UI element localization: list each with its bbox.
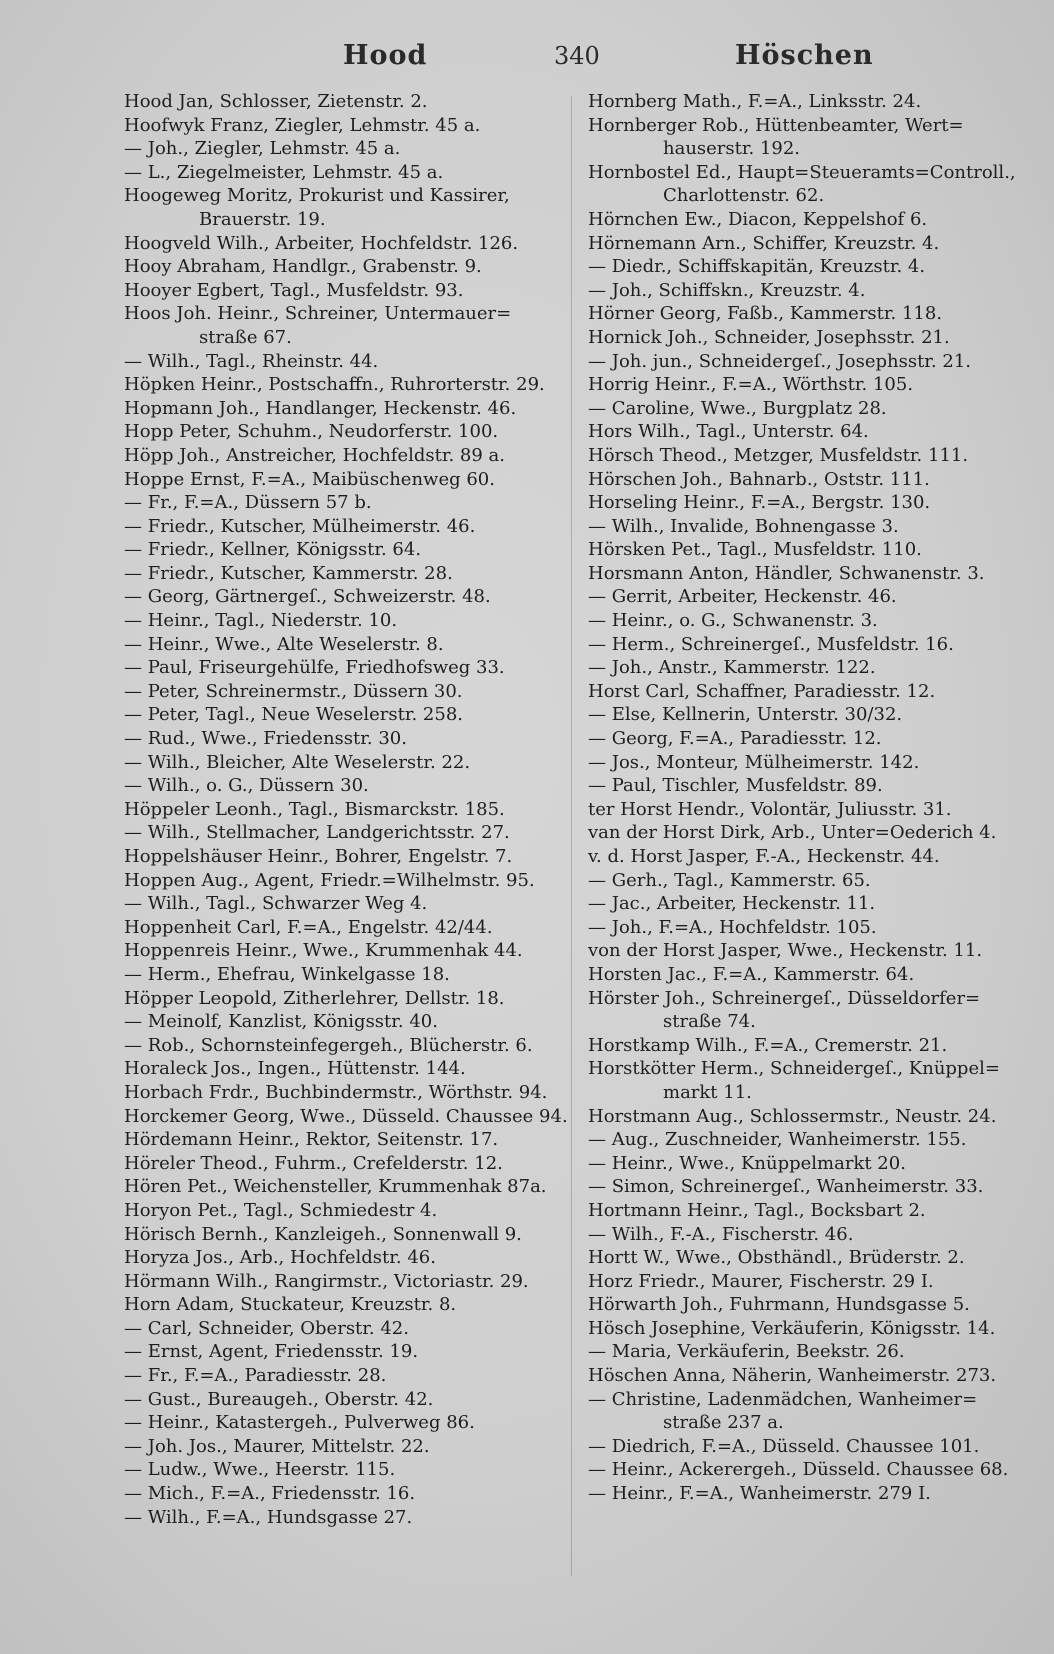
directory-entry [588,397,1043,421]
entry-text: Hoppen Aug., Agent, Friedr.=Wilhelmstr. 95. [124,869,535,891]
directory-entry [588,633,1043,657]
directory-entry [124,232,579,256]
directory-entry [124,939,579,963]
entry-text: Hoppenheit Carl, F.=A., Engelstr. 42/44. [124,916,493,938]
entry-text: — Paul, Friseurgehülfe, Friedhofsweg 33. [124,657,505,679]
directory-entry [124,1293,579,1317]
directory-entry [124,1506,579,1530]
directory-entry [124,1246,579,1270]
entry-text: Hörmann Wilh., Rangirmstr., Victoriastr. 29. [124,1270,529,1292]
directory-entry [124,1270,579,1294]
directory-entry [124,279,579,303]
entry-text: Hors Wilh., Tagl., Unterstr. 64. [588,421,869,443]
entry-text: — Joh., Ziegler, Lehmstr. 45 a. [124,138,401,160]
entry-text: — Maria, Verkäuferin, Beekstr. 26. [588,1341,905,1363]
entry-text: Hoppenreis Heinr., Wwe., Krummenhak 44. [124,940,523,962]
directory-entry [124,420,579,444]
directory-entry [124,1364,579,1388]
entry-text: — Jos., Monteur, Mülheimerstr. 142. [588,751,920,773]
entry-text: Hortmann Heinr., Tagl., Bocksbart 2. [588,1199,926,1221]
directory-entry [588,703,1043,727]
entry-text: — Wilh., F.-A., Fischerstr. 46. [588,1223,854,1245]
entry-text: — L., Ziegelmeister, Lehmstr. 45 a. [124,161,444,183]
directory-entry [124,184,579,231]
entry-text: Hornberger Rob., Hüttenbeamter, Wert= [588,114,964,136]
entry-text: — Heinr., Katastergeh., Pulverweg 86. [124,1412,475,1434]
directory-entry [588,680,1043,704]
directory-entry [124,1340,579,1364]
entry-text: Hornbostel Ed., Haupt=Steueramts=Controll., [588,161,1016,183]
entry-text: — Diedrich, F.=A., Düsseld. Chaussee 101. [588,1435,980,1457]
entry-text: Hörsch Theod., Metzger, Musfeldstr. 111. [588,444,969,466]
page-header [0,38,1054,78]
entry-text: — Fr., F.=A., Düssern 57 b. [124,492,372,514]
directory-entry [588,869,1043,893]
entry-text: Hösch Josephine, Verkäuferin, Königsstr. 14. [588,1317,996,1339]
directory-entry [588,1128,1043,1152]
entry-text: Horbach Frdr., Buchbindermstr., Wörthstr. 94. [124,1081,548,1103]
entry-text: — Carl, Schneider, Oberstr. 42. [124,1317,409,1339]
directory-entry [588,326,1043,350]
entry-text: Hoos Joh. Heinr., Schreiner, Untermauer= [124,303,512,325]
entry-text: v. d. Horst Jasper, F.-A., Heckenstr. 44. [588,846,940,867]
entry-text: Hörnchen Ew., Diacon, Keppelshof 6. [588,208,928,230]
entry-text: Höreler Theod., Fuhrm., Crefelderstr. 12. [124,1152,503,1174]
entry-text: — Georg, Gärtnergeſ., Schweizerstr. 48. [124,586,491,608]
page-number: 340 [554,42,600,70]
directory-entry [588,1223,1043,1247]
entry-continuation: straße 237 a. [663,1412,784,1434]
directory-entry [588,845,1043,869]
directory-entry [124,585,579,609]
entry-text: — Ludw., Wwe., Heerstr. 115. [124,1459,396,1481]
directory-entry [124,987,579,1011]
entry-text: Hoppelshäuser Heinr., Bohrer, Engelstr. 7. [124,846,513,867]
directory-entry [588,562,1043,586]
entry-text: — Wilh., Tagl., Rheinstr. 44. [124,350,379,372]
entry-continuation: hauserstr. 192. [663,138,801,160]
entry-text: — Joh. jun., Schneidergeſ., Josephsstr. 21. [588,350,971,372]
entry-text: von der Horst Jasper, Wwe., Heckenstr. 11. [588,940,983,962]
directory-entry [588,1458,1043,1482]
directory-entry [124,444,579,468]
entry-text: — Caroline, Wwe., Burgplatz 28. [588,397,887,419]
directory-entry [124,562,579,586]
directory-entry [124,821,579,845]
entry-text: Hornick Joh., Schneider, Josephsstr. 21. [588,326,950,348]
directory-entry [124,1458,579,1482]
entry-text: — Gerh., Tagl., Kammerstr. 65. [588,869,871,891]
directory-entry [124,1388,579,1412]
directory-entry [124,845,579,869]
directory-entry [124,538,579,562]
directory-entry [124,727,579,751]
directory-entry [588,1270,1043,1294]
entry-text: Höpper Leopold, Zitherlehrer, Dellstr. 18. [124,987,505,1009]
directory-entry [588,373,1043,397]
entry-text: — Heinr., o. G., Schwanenstr. 3. [588,610,878,632]
column-divider [571,96,572,1576]
entry-text: — Paul, Tischler, Musfeldstr. 89. [588,775,883,797]
directory-entry [124,302,579,349]
entry-text: — Else, Kellnerin, Unterstr. 30/32. [588,704,903,726]
entry-text: Höppeler Leonh., Tagl., Bismarckstr. 185. [124,798,505,820]
directory-entry [588,350,1043,374]
entry-text: Hooyer Egbert, Tagl., Musfeldstr. 93. [124,279,464,301]
entry-text: — Herm., Schreinergeſ., Musfeldstr. 16. [588,633,954,655]
entry-text: ter Horst Hendr., Volontär, Juliusstr. 31. [588,798,952,820]
entry-text: Horyon Pet., Tagl., Schmiedestr 4. [124,1199,438,1221]
directory-entry [588,774,1043,798]
directory-entry [124,798,579,822]
directory-entry [124,1435,579,1459]
directory-entry [588,255,1043,279]
entry-text: Hoofwyk Franz, Ziegler, Lehmstr. 45 a. [124,114,481,136]
entry-text: Hördemann Heinr., Rektor, Seitenstr. 17. [124,1129,499,1151]
entry-text: — Peter, Tagl., Neue Weselerstr. 258. [124,704,463,726]
entry-text: — Heinr., Tagl., Niederstr. 10. [124,610,398,632]
entry-text: — Wilh., Tagl., Schwarzer Weg 4. [124,893,428,915]
directory-entry [124,869,579,893]
entry-text: — Mich., F.=A., Friedensstr. 16. [124,1483,416,1505]
entry-text: Horsmann Anton, Händler, Schwanenstr. 3. [588,562,985,584]
directory-entry [124,161,579,185]
directory-entry [588,1317,1043,1341]
directory-entry [124,1152,579,1176]
directory-entry [588,1175,1043,1199]
directory-entry [124,373,579,397]
directory-entry [588,515,1043,539]
directory-entry [588,939,1043,963]
entry-text: — Ernst, Agent, Friedensstr. 19. [124,1341,419,1363]
entry-text: Horn Adam, Stuckateur, Kreuzstr. 8. [124,1294,457,1316]
entry-text: — Joh., F.=A., Hochfeldstr. 105. [588,916,877,938]
directory-entry [588,468,1043,492]
directory-entry [588,892,1043,916]
directory-entry [124,1105,579,1129]
entry-text: Höpken Heinr., Postschaffn., Ruhrorterstr. 29. [124,374,545,396]
entry-text: Horsten Jac., F.=A., Kammerstr. 64. [588,963,915,985]
entry-continuation: Brauerstr. 19. [199,208,326,230]
directory-entry [124,1317,579,1341]
entry-text: — Friedr., Kellner, Königsstr. 64. [124,539,422,561]
entry-text: Hörschen Joh., Bahnarb., Oststr. 111. [588,468,930,490]
entry-text: — Christine, Ladenmädchen, Wanheimer= [588,1388,978,1410]
directory-entry [124,892,579,916]
entry-text: — Friedr., Kutscher, Mülheimerstr. 46. [124,515,476,537]
entry-text: Hörwarth Joh., Fuhrmann, Hundsgasse 5. [588,1294,970,1316]
directory-entry [588,1364,1043,1388]
entry-text: Hoppe Ernst, F.=A., Maibüschenweg 60. [124,468,495,490]
directory-entry [124,774,579,798]
directory-entry [124,1128,579,1152]
directory-entry [588,1034,1043,1058]
entry-text: Horrig Heinr., F.=A., Wörthstr. 105. [588,374,914,396]
entry-text: — Jac., Arbeiter, Heckenstr. 11. [588,893,876,915]
directory-entry [124,656,579,680]
directory-entry [588,279,1043,303]
entry-text: — Heinr., Wwe., Alte Weselerstr. 8. [124,633,444,655]
directory-entry [588,538,1043,562]
directory-entry [588,963,1043,987]
directory-entry [588,727,1043,751]
entry-text: Hortt W., Wwe., Obsthändl., Brüderstr. 2. [588,1247,965,1269]
entry-text: — Friedr., Kutscher, Kammerstr. 28. [124,562,453,584]
directory-entry [124,1223,579,1247]
entry-text: — Wilh., Invalide, Bohnengasse 3. [588,515,899,537]
entry-text: — Heinr., Ackerergeh., Düsseld. Chaussee 68. [588,1459,1009,1481]
entry-text: Hörster Joh., Schreinergeſ., Düsseldorfer= [588,987,981,1009]
entry-text: — Rob., Schornsteinfegergeh., Blücherstr. 6. [124,1034,533,1056]
running-head-left: Hood [343,40,428,71]
directory-entry [124,350,579,374]
entry-text: — Meinolf, Kanzlist, Königsstr. 40. [124,1011,438,1033]
directory-entry [124,916,579,940]
entry-text: — Georg, F.=A., Paradiesstr. 12. [588,728,882,750]
entry-text: — Fr., F.=A., Paradiesstr. 28. [124,1365,387,1387]
entry-text: Hoogeweg Moritz, Prokurist und Kassirer, [124,185,510,207]
entry-text: Hörisch Bernh., Kanzleigeh., Sonnenwall 9. [124,1223,522,1245]
directory-entry [588,1388,1043,1435]
entry-continuation: markt 11. [663,1081,752,1103]
directory-entry [124,1411,579,1435]
directory-entry [124,703,579,727]
directory-entry [124,137,579,161]
directory-entry [588,987,1043,1034]
entry-text: — Aug., Zuschneider, Wanheimerstr. 155. [588,1129,967,1151]
directory-entry [588,798,1043,822]
directory-entry [588,1293,1043,1317]
directory-entry [124,515,579,539]
entry-text: Hood Jan, Schlosser, Zietenstr. 2. [124,91,428,112]
directory-entry [124,1482,579,1506]
directory-entry [124,963,579,987]
directory-entry [124,1199,579,1223]
entry-text: Höpp Joh., Anstreicher, Hochfeldstr. 89 a. [124,444,506,466]
directory-entry [588,1105,1043,1129]
directory-entry [124,90,579,114]
directory-entry [588,1152,1043,1176]
entry-text: — Joh., Anstr., Kammerstr. 122. [588,657,876,679]
entry-text: Horstkamp Wilh., F.=A., Cremerstr. 21. [588,1034,948,1056]
directory-entry [588,161,1043,208]
directory-entry [588,208,1043,232]
directory-entry [124,255,579,279]
right-column [588,90,1043,1506]
entry-text: Hörner Georg, Faßb., Kammerstr. 118. [588,303,943,325]
directory-entry [588,444,1043,468]
directory-entry [588,1057,1043,1104]
entry-text: — Heinr., Wwe., Knüppelmarkt 20. [588,1152,906,1174]
entry-continuation: Charlottenstr. 62. [663,185,825,207]
entry-text: Hooy Abraham, Handlgr., Grabenstr. 9. [124,256,482,278]
entry-text: Horstkötter Herm., Schneidergeſ., Knüppel= [588,1058,1000,1080]
directory-entry [588,420,1043,444]
directory-entry [588,90,1043,114]
entry-text: — Simon, Schreinergeſ., Wanheimerstr. 33. [588,1176,984,1198]
directory-entry [588,821,1043,845]
directory-entry [588,114,1043,161]
directory-entry [124,609,579,633]
entry-text: — Rud., Wwe., Friedensstr. 30. [124,728,407,750]
directory-entry [124,397,579,421]
directory-entry [124,1034,579,1058]
directory-entry [588,232,1043,256]
entry-text: — Wilh., F.=A., Hundsgasse 27. [124,1506,413,1528]
entry-text: Hornberg Math., F.=A., Linksstr. 24. [588,91,922,112]
directory-entry [588,1199,1043,1223]
directory-entry [588,302,1043,326]
entry-text: Hörsken Pet., Tagl., Musfeldstr. 110. [588,539,922,561]
directory-entry [124,491,579,515]
entry-continuation: straße 67. [199,326,292,348]
entry-text: — Wilh., Bleicher, Alte Weselerstr. 22. [124,751,471,773]
directory-entry [588,1246,1043,1270]
entry-text: Hören Pet., Weichensteller, Krummenhak 87a. [124,1176,547,1198]
entry-text: Horyza Jos., Arb., Hochfeldstr. 46. [124,1247,436,1269]
entry-text: — Joh. Jos., Maurer, Mittelstr. 22. [124,1435,430,1457]
entry-text: Horst Carl, Schaffner, Paradiesstr. 12. [588,680,936,702]
entry-text: — Peter, Schreinermstr., Düssern 30. [124,680,463,702]
directory-entry [588,585,1043,609]
directory-entry [124,1175,579,1199]
left-column [124,90,579,1529]
directory-entry [124,680,579,704]
entry-continuation: straße 74. [663,1011,756,1033]
directory-entry [124,114,579,138]
entry-text: — Heinr., F.=A., Wanheimerstr. 279 I. [588,1483,931,1505]
entry-text: — Herm., Ehefrau, Winkelgasse 18. [124,963,450,985]
directory-entry [124,468,579,492]
directory-entry [124,1081,579,1105]
entry-text: Horstmann Aug., Schlossermstr., Neustr. 24. [588,1105,997,1127]
entry-text: Horz Friedr., Maurer, Fischerstr. 29 I. [588,1270,934,1292]
directory-entry [588,1482,1043,1506]
entry-text: Hopp Peter, Schuhm., Neudorferstr. 100. [124,421,499,443]
directory-entry [588,656,1043,680]
entry-text: Hoogveld Wilh., Arbeiter, Hochfeldstr. 126. [124,232,519,254]
directory-entry [124,1057,579,1081]
entry-text: Horaleck Jos., Ingen., Hüttenstr. 144. [124,1058,466,1080]
entry-text: — Gust., Bureaugeh., Oberstr. 42. [124,1388,434,1410]
directory-entry [124,1010,579,1034]
directory-entry [124,751,579,775]
running-head-right: Höschen [735,40,874,71]
directory-entry [588,916,1043,940]
entry-text: — Gerrit, Arbeiter, Heckenstr. 46. [588,586,897,608]
entry-text: Höschen Anna, Näherin, Wanheimerstr. 273. [588,1365,997,1387]
directory-entry [588,491,1043,515]
entry-text: van der Horst Dirk, Arb., Unter=Oederich 4. [588,822,997,844]
entry-text: — Wilh., Stellmacher, Landgerichtsstr. 27. [124,822,510,844]
entry-text: Horckemer Georg, Wwe., Düsseld. Chaussee 94. [124,1105,568,1127]
entry-text: Horseling Heinr., F.=A., Bergstr. 130. [588,492,931,514]
directory-entry [588,609,1043,633]
directory-entry [588,1340,1043,1364]
entry-text: Hopmann Joh., Handlanger, Heckenstr. 46. [124,397,517,419]
entry-text: — Wilh., o. G., Düssern 30. [124,775,369,797]
directory-entry [124,633,579,657]
entry-text: — Joh., Schiffskn., Kreuzstr. 4. [588,279,866,301]
entry-text: Hörnemann Arn., Schiffer, Kreuzstr. 4. [588,232,940,254]
directory-entry [588,751,1043,775]
entry-text: — Diedr., Schiffskapitän, Kreuzstr. 4. [588,256,926,278]
directory-entry [588,1435,1043,1459]
